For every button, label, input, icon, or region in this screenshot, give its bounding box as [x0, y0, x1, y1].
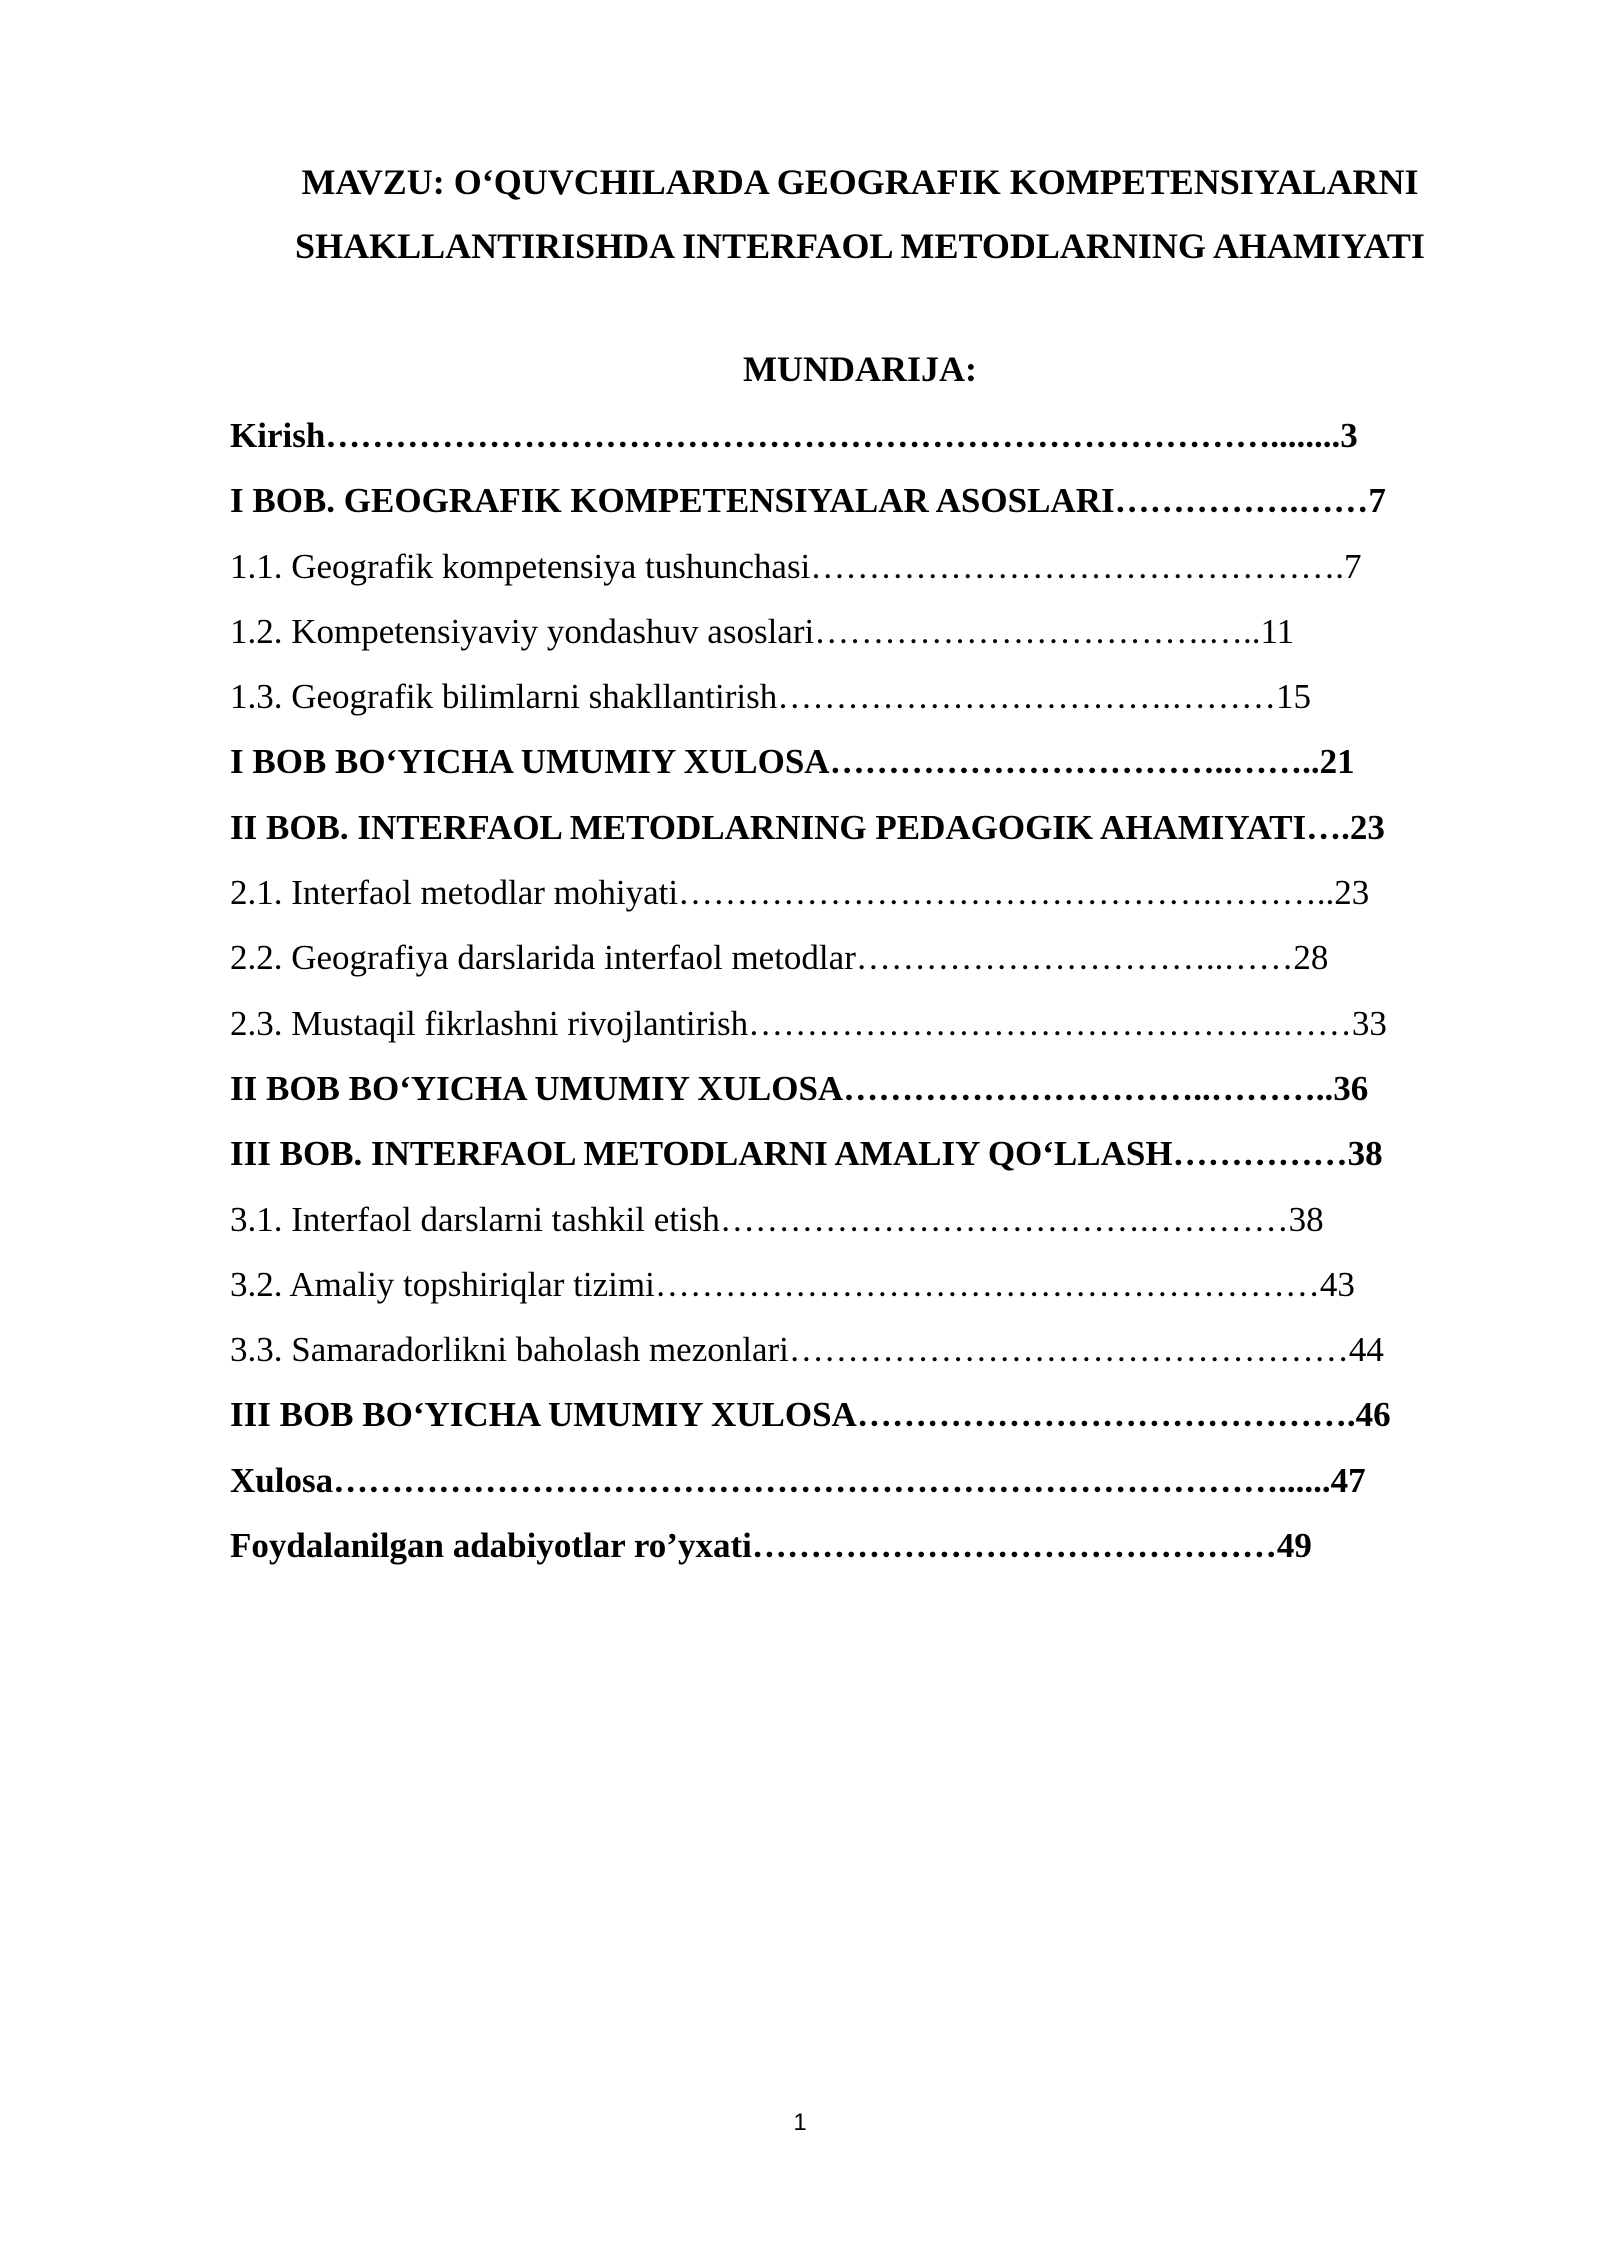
document-title-line-2: SHAKLLANTIRISHDA INTERFAOL METODLARNING AHAMIYATI: [295, 226, 1425, 266]
toc-entry: II BOB. INTERFAOL METODLARNING PEDAGOGIK AHAMIYATI….23: [230, 807, 1385, 847]
page-number: 1: [793, 2109, 807, 2136]
toc-entry: Foydalanilgan adabiyotlar ro’yxati………………………………………49: [230, 1526, 1312, 1566]
toc-entry: 1.2. Kompetensiyaviy yondashuv asoslari…………………………….…..11: [230, 611, 1295, 651]
toc-entry: Kirish………………………………………………………………………........3: [230, 416, 1358, 455]
document-title: [220, 150, 1500, 278]
toc-entry: III BOB. INTERFAOL METODLARNI AMALIY QO‘LLASH……………38: [230, 1134, 1383, 1174]
toc-entry: Xulosa………………………………………………………………………......47: [230, 1460, 1366, 1500]
toc-entry: 3.1. Interfaol darslarni tashkil etish……………………………….…………38: [230, 1199, 1324, 1239]
toc-entry: I BOB. GEOGRAFIK KOMPETENSIYALAR ASOSLARI…………….……7: [230, 481, 1386, 521]
table-of-contents-heading: MUNDARIJA:: [743, 349, 977, 389]
document-title-line-1: MAVZU: O‘QUVCHILARDA GEOGRAFIK KOMPETENSIYALARNI: [301, 162, 1419, 202]
toc-entry: 1.3. Geografik bilimlarni shakllantirish…………………………….………15: [230, 677, 1312, 717]
toc-entry: 1.1. Geografik kompetensiya tushunchasi……………………………………….7: [230, 546, 1362, 586]
toc-entry: 2.2. Geografiya darslarida interfaol metodlar…………………………..……28: [230, 938, 1329, 978]
toc-entry: 3.3. Samaradorlikni baholash mezonlari…………………………………………44: [230, 1330, 1384, 1370]
toc-entry: I BOB BO‘YICHA UMUMIY XULOSA……………………………..……..21: [230, 742, 1355, 782]
toc-entry: III BOB BO‘YICHA UMUMIY XULOSA…………………………………….46: [230, 1395, 1391, 1435]
toc-entry: 3.2. Amaliy topshiriqlar tizimi…………………………………………………43: [230, 1264, 1355, 1304]
toc-entry: II BOB BO‘YICHA UMUMIY XULOSA…………………………..………..36: [230, 1068, 1369, 1108]
toc-entry: 2.3. Mustaqil fikrlashni rivojlantirish……………………………………….……33: [230, 1003, 1387, 1043]
toc-entry: 2.1. Interfaol metodlar mohiyati……………………………………….………..23: [230, 873, 1370, 913]
table-of-contents: [230, 411, 1530, 1586]
